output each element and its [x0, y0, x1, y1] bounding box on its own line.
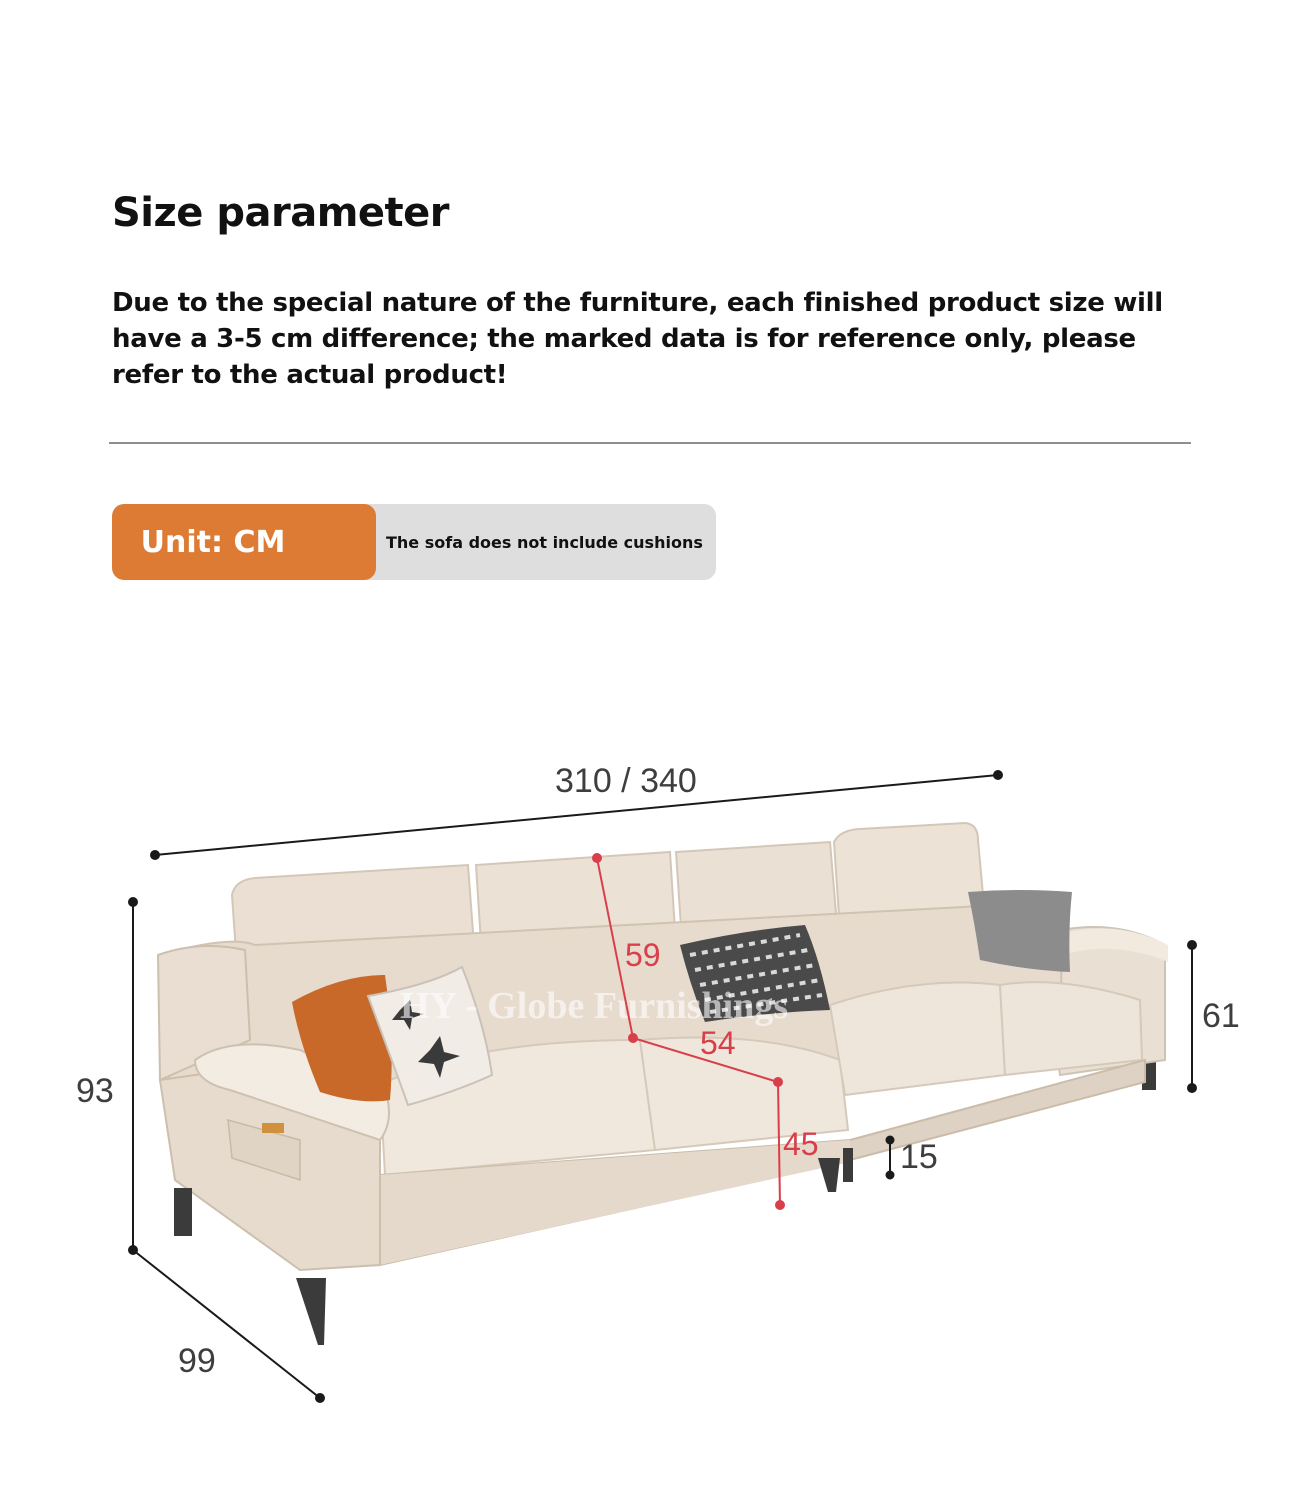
- height-label: 93: [76, 1072, 114, 1110]
- cushion-note: The sofa does not include cushions: [386, 532, 703, 552]
- depth-label: 99: [178, 1342, 216, 1380]
- watermark: HY - Globe Furnishings: [400, 985, 789, 1027]
- back-height-label: 59: [625, 937, 661, 973]
- page-title: Size parameter: [112, 190, 449, 236]
- seat-height-label: 45: [783, 1126, 819, 1162]
- size-disclaimer: Due to the special nature of the furniture, each finished product size will have a 3-5 cm difference; the marked data is for reference only, please refer to the actual product!: [112, 288, 1163, 390]
- arm-height-label: 61: [1202, 997, 1240, 1035]
- unit-label: Unit: CM: [112, 504, 376, 580]
- seat-depth-label: 54: [700, 1025, 736, 1061]
- length-label: 310 / 340: [555, 762, 697, 800]
- leg-height-label: 15: [900, 1138, 938, 1176]
- sofa-illustration: [158, 823, 1168, 1345]
